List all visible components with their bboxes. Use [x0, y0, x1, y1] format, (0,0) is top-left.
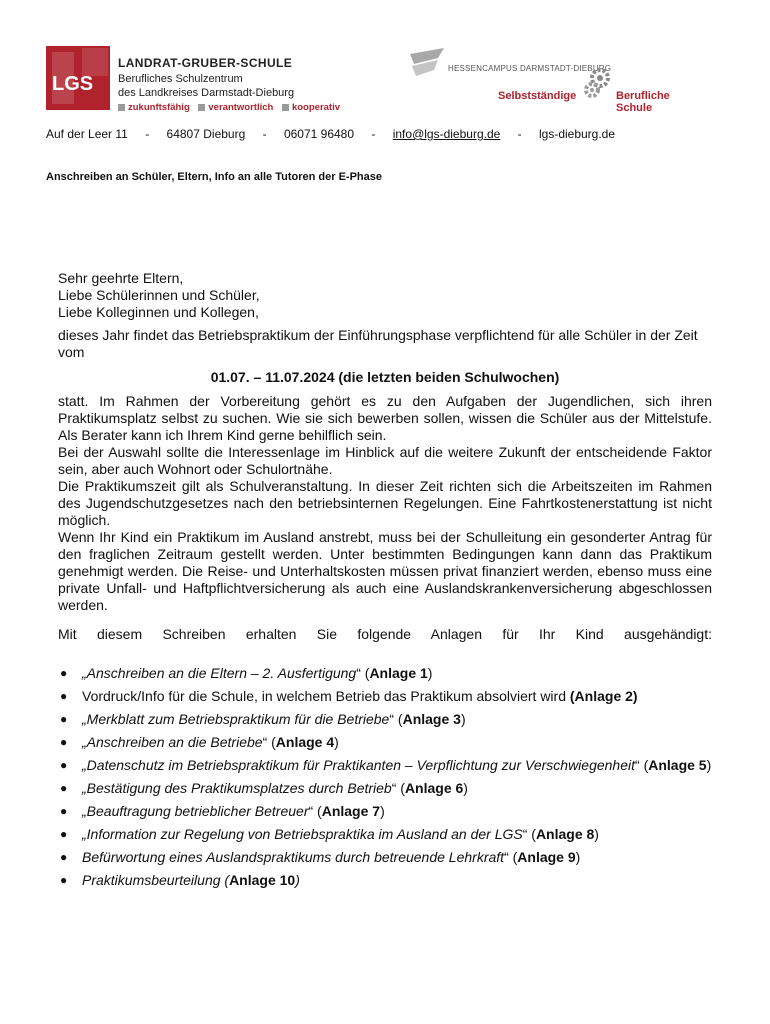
attachment-title: Information zur Regelung von Betriebspraktika im Ausland an der LGS	[86, 826, 523, 842]
quote-open: „	[82, 803, 87, 819]
square-icon	[282, 104, 289, 111]
sbs-right-1: Berufliche	[616, 90, 670, 102]
paren-close: )	[575, 849, 581, 865]
quote-close: “ (	[308, 803, 322, 819]
quote-close: “ (	[635, 757, 649, 773]
bullet-icon: ●	[60, 804, 68, 818]
quote-close: “ (	[262, 734, 276, 750]
attachments-list	[58, 665, 718, 895]
hessencampus-text: HESSENCAMPUS DARMSTADT-DIEBURG	[448, 64, 612, 73]
school-subtitle-2: des Landkreises Darmstadt-Dieburg	[118, 87, 295, 99]
paren-close: )	[427, 665, 433, 681]
paren-close: )	[594, 826, 599, 842]
subject-line: Anschreiben an Schüler, Eltern, Info an alle Tutoren der E-Phase	[46, 171, 382, 183]
address-phone: 06071 96480	[283, 127, 355, 141]
attachment-tag: (Anlage 2)	[569, 688, 638, 704]
paren-close: )	[706, 757, 712, 773]
attachment-title: Merkblatt zum Betriebspraktikum für die Betriebe	[86, 711, 390, 727]
salutation-line-3: Liebe Kolleginnen und Kollegen,	[58, 304, 259, 320]
paragraph-4: Wenn Ihr Kind ein Praktikum im Ausland anstrebt, muss bei der Schulleitung ein gesonderter Antrag für den fraglichen Zeitraum gestellt werden. Unter bestimmten Bedingungen kann dann das Praktikum genehmigt werden. Die Reise- und Unterhaltskosten müssen privat finanziert werden, ebenso muss eine private Unfall- und Haftpflichtversicherung als auch eine Auslandskrankenversicherung abgeschlossen werden.	[58, 529, 712, 613]
lgs-logo-icon	[46, 46, 110, 110]
list-item	[58, 734, 718, 751]
bullet-icon: ●	[60, 758, 68, 772]
list-item	[58, 780, 718, 797]
separator: -	[371, 127, 376, 141]
bullet-icon: ●	[60, 827, 68, 841]
sbs-logo	[498, 88, 698, 118]
paren-close: )	[380, 803, 385, 819]
attachment-title: Datenschutz im Betriebspraktikum für Praktikanten – Verpflichtung zur Verschwiegenheit	[86, 757, 636, 773]
attachments-intro: Mit diesem Schreiben erhalten Sie folgende Anlagen für Ihr Kind ausgehändigt:	[58, 626, 712, 642]
quote-close: “ (	[356, 665, 370, 681]
attachment-title: Anschreiben an die Eltern – 2. Ausfertigung	[86, 665, 357, 681]
intro-paragraph: dieses Jahr findet das Betriebspraktikum der Einführungsphase verpflichtend für alle Schüler in der Zeit vom	[58, 327, 698, 360]
email-link[interactable]: info@lgs-dieburg.de	[392, 127, 501, 141]
quote-open: „	[82, 734, 87, 750]
address-line	[46, 127, 726, 141]
quote-close: “ (	[504, 849, 518, 865]
bullet-icon: ●	[60, 666, 68, 680]
quote-close: “ (	[522, 826, 536, 842]
value-3: kooperativ	[291, 102, 341, 113]
separator: -	[517, 127, 522, 141]
attachment-tag: Anlage 8	[535, 826, 595, 842]
logo-mark: LGS	[52, 73, 94, 95]
school-name: LANDRAT-GRUBER-SCHULE	[118, 56, 293, 70]
internship-dates: 01.07. – 11.07.2024 (die letzten beiden Schulwochen)	[210, 369, 560, 385]
salutation	[58, 270, 712, 321]
school-values	[118, 102, 346, 113]
quote-open: „	[82, 780, 87, 796]
attachment-tag: Anlage 6	[404, 780, 464, 796]
attachment-title: Praktikumsbeurteilung (	[82, 872, 230, 888]
attachment-tag: Anlage 5	[648, 757, 707, 773]
quote-open: „	[82, 711, 87, 727]
salutation-line-2: Liebe Schülerinnen und Schüler,	[58, 287, 260, 303]
list-item	[58, 826, 718, 843]
bullet-icon: ●	[60, 850, 68, 864]
quote-open: „	[82, 826, 87, 842]
bullet-icon: ●	[60, 873, 68, 887]
website: lgs-dieburg.de	[538, 127, 616, 141]
paragraph-1: statt. Im Rahmen der Vorbereitung gehört es zu den Aufgaben der Jugendlichen, sich ihren Praktikumsplatz selbst zu suchen. Wie sie sich bewerben sollen, wissen die Schüler aus der Mittelstufe. Als Berater kann ich Ihrem Kind gerne behilflich sein.	[58, 393, 712, 443]
separator: -	[145, 127, 150, 141]
sbs-right-2: Schule	[616, 102, 653, 114]
attachment-title: Beauftragung betrieblicher Betreuer	[86, 803, 309, 819]
attachment-title: Vordruck/Info für die Schule, in welchem Betrieb das Praktikum absolviert wird	[82, 688, 570, 704]
paragraph-3: Die Praktikumszeit gilt als Schulveranstaltung. In dieser Zeit richten sich die Arbeitszeiten im Rahmen des Jugendschutzgesetzes nach den betriebsinternen Regelungen. Eine Fahrtkostenerstattung ist nicht möglich.	[58, 478, 712, 528]
body-paragraphs	[58, 393, 712, 614]
hessencampus-logo	[408, 46, 612, 86]
list-item	[58, 803, 718, 820]
attachment-tag: Anlage 10	[229, 872, 296, 888]
paragraph-2: Bei der Auswahl sollte die Interessenlage im Hinblick auf die weitere Zukunft der entscheidende Faktor sein, aber auch Wohnort oder Schulortnähe.	[58, 444, 712, 477]
value-2: verantwortlich	[208, 102, 274, 113]
address-street: Auf der Leer 11	[46, 127, 128, 141]
list-item	[58, 711, 718, 728]
quote-open: „	[82, 665, 87, 681]
salutation-line-1: Sehr geehrte Eltern,	[58, 270, 184, 286]
school-subtitle	[118, 72, 294, 100]
separator: -	[262, 127, 267, 141]
school-logo	[46, 46, 346, 116]
school-subtitle-1: Berufliches Schulzentrum	[118, 73, 243, 85]
list-item	[58, 757, 718, 774]
square-icon	[118, 104, 125, 111]
sbs-right-text	[616, 90, 670, 114]
hessencampus-icon	[408, 46, 448, 80]
paren-close: )	[295, 872, 300, 888]
quote-close: “ (	[389, 711, 403, 727]
gears-icon	[580, 66, 614, 100]
attachment-tag: Anlage 1	[369, 665, 428, 681]
address-city: 64807 Dieburg	[166, 127, 246, 141]
bullet-icon: ●	[60, 781, 68, 795]
bullet-icon: ●	[60, 712, 68, 726]
value-1: zukunftsfähig	[128, 102, 190, 113]
attachment-title: Anschreiben an die Betriebe	[86, 734, 263, 750]
attachment-tag: Anlage 7	[321, 803, 381, 819]
attachment-tag: Anlage 3	[402, 711, 461, 727]
bullet-icon: ●	[60, 689, 68, 703]
sbs-left-text: Selbstständige	[498, 90, 577, 102]
paren-close: )	[334, 734, 339, 750]
quote-close: “ (	[391, 780, 405, 796]
list-item	[58, 665, 718, 682]
attachment-tag: Anlage 4	[275, 734, 335, 750]
quote-open: „	[82, 757, 87, 773]
list-item	[58, 872, 718, 889]
bullet-icon: ●	[60, 735, 68, 749]
square-icon	[198, 104, 205, 111]
paren-close: )	[460, 711, 466, 727]
list-item	[58, 688, 718, 705]
attachment-title: Bestätigung des Praktikumsplatzes durch Betrieb	[86, 780, 392, 796]
list-item	[58, 849, 718, 866]
attachment-title: Befürwortung eines Auslandspraktikums durch betreuende Lehrkraft	[82, 849, 505, 865]
paren-close: )	[463, 780, 468, 796]
attachment-tag: Anlage 9	[517, 849, 576, 865]
